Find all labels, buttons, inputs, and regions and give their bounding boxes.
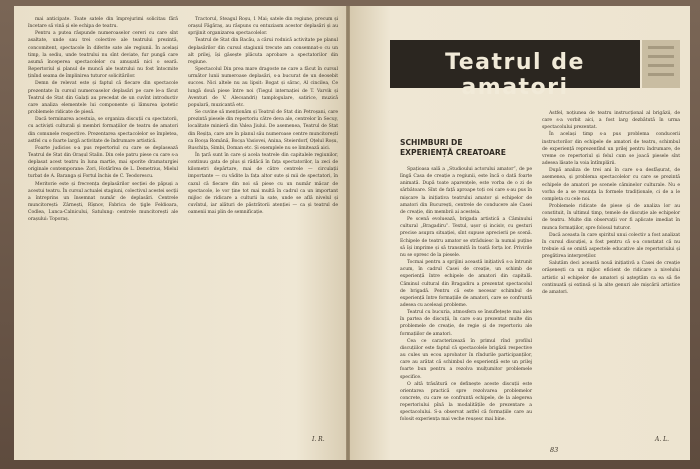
- paragraph: Se cuvine să menționăm și Teatrul de Stat din Petroșani, care prezintă piesele din repertoriu către deva ale, centrelor în Secuy, localitate minieră din Valea Jiului. De asemenea, Teatrul de Stat din Reșița, care are în planul său numeroase centre muncitorești ca Bocșa Română, Bocșa Vasiovei, Anina, Steierdorf, Oțelul Roșu, Ruschița, Simbi, Doman etc. Și exemplele nu se limitează aici.: [188, 110, 338, 151]
- paragraph: Problemele ridicate de piese și de analiza lor au constituit, în ultimul timp, temele de discuție ale echipelor de teatru. Multe din observații vor fi aplicate imediat în munca formațiilor, spre folosul tuturor.: [542, 204, 680, 231]
- page-number: 83: [550, 446, 559, 454]
- left-page: [14, 6, 346, 460]
- paragraph: Teatrul cu bucuria, atmosfera se însuflețește mai ales în partea de discuții, în care s-au prezentat multe din problemele de creație, de regie și de repertoriu ale formațiilor de amatori.: [400, 310, 532, 337]
- section-title: Teatrul de amatori: [445, 50, 585, 100]
- paragraph: După analiza de trei ani în care s-a desfășurat, de asemenea, și problema spectacolelor cu care se prezintă echipele de amatori pe scenele căminelor culturale. Nu e vorba de a se renunța la formele tradiționale, ci de a le completa cu cele noi.: [542, 168, 680, 202]
- paragraph: Foarte judicios s-a pus repertoriul cu care se deplasează Teatrul de Stat din Orașul Stalin. Din cele patru piese cu care s-a deplasat acest teatru în luna martie, mai sporite dramaturgiei originale contemporane: Zori, Hotărîrea de L. Demetrius, Mielul turbat de A. Baranga și Fortul închis de C. Teodorescu.: [28, 145, 178, 180]
- paragraph: Spațioasa sală a „Studioului actorului amator”, de pe lîngă Casa de creație a regiunii, este încă o dată foarte animată. După toate aparențele, este vorba de o zi de sărbătoare. Sînt de față aproape toți cei care s-au pus în mișcare la inițiativa teatrului amator și echipelor de amatori din București, centrele de conducere ale Casei de creație, din membrii ai acesteia.: [400, 167, 532, 215]
- paragraph: Tocmai pentru a sprijini această inițiativă s-a întrunit acum, în cadrul Casei de creație, un schimb de experiență între echipele de amatori din capitală. Căminul cultural din Bragadiru a prezentat spectacolul de brigadă. Pentru că este necesar schimbul de experiență între formațiile de amatori, care se confruntă adesea cu aceleași probleme.: [400, 260, 532, 308]
- banner-edge-strip: [642, 40, 680, 88]
- paragraph: Dacă aceasta în care spiritul unui colectiv a fost analizat în cursul discuției, a fost pentru că s-a constatat că nu trebuie să se omită aspectele educative ale repertoriului și pregătirea interpreților.: [542, 232, 680, 260]
- left-column-1: [28, 16, 178, 441]
- paragraph: Tractorul, Steagul Roșu, 1 Mai; satele din regiune, precum și orașul Făgăraș, au răspuns cu entuziasm acestor deplasări și au sprijinit organizarea spectacolelor.: [188, 17, 338, 37]
- paragraph: Dacă terminarea acestuia, se organiza discuții cu spectatorii, cu activiști culturali și membri formațiilor de teatru de amatori din comunele respective. Prezentarea spectacolelor se împletea, astfel cu o foarte largă activitate de îndrumare artistică.: [28, 117, 178, 144]
- paragraph: Salutăm deci această nouă inițiativă a Casei de creație orășenești ca un mijloc eficient de ridicare a nivelului artistic al echipelor de amatori și așteptăm ca ea să fie continuată și extinsă și la alte genuri ale mișcării artistice de amatori.: [542, 261, 680, 295]
- right-column-1: [400, 166, 532, 438]
- article-heading: SCHIMBURI DE EXPERIENȚĂ CREATOARE: [400, 138, 506, 157]
- paragraph: Cea ce caracterizează în primul rînd profilul discuțiilor este faptul că spectacolele brigăzii respective au cules un ecou aprobator în rîndurile participanților, care au arătat că schimbul de experiență este un prilej foarte bun pentru a rezolva mulțumitor problemele specifice.: [400, 338, 532, 380]
- paragraph: Spectacolul Din prea mare dragoste ne care a făcut în cursul următor lunii numeroase deplasări, s-a bucurat de un deosebit succes. Nici altele nu au lipsit: Bogat și sărac, Al cincilea, Ce lungă două piese între noi (Tiegul internației de T. Varvik și Aventuri de V. Alecsandri) tamplogulare, satirice, muzică populară, muzicantă etc.: [188, 67, 338, 108]
- paragraph: Astfel, noțiunea de teatru instrucțional al brigăzii, de care s-a vorbit aici, a fost larg dezbătută în urma spectacolului prezentat.: [542, 111, 680, 131]
- right-page: [350, 6, 690, 460]
- left-signature: I. R.: [312, 436, 325, 443]
- right-column-2: [542, 110, 680, 435]
- right-signature: A. L.: [655, 436, 670, 443]
- paragraph: Pe scenă evoluează, brigada artistică a Căminului cultural „Bragadiru”. Textul, ușor și incisiv, cu gesturi precise asupra situației, sînt supuse aprecierii pe scenă. Echipele de teatru amator se străduiesc la numai puține să își imprime și să transmită în toată forța lor. Privirile nu se opresc de la piesele.: [400, 217, 532, 258]
- paragraph: În același timp s-a pus problema conducerii instructorilor din echipele de amatori de teatru, schimbul de experiență reprezentînd un prilej pentru îndrumare, de vreme ce repertoriul și felul cum se joacă piesele sînt adesea lăsate la voia întîmplării.: [542, 132, 680, 167]
- paragraph: Meritorie este și frecvența deplasărilor secției de păpuși a acestui teatru. În cursul actualei stagiuni, colectivul acestei secții a întreprins un însemnat număr de deplasări. Centrele muncitorești: Zărnești, Rîșnov, Fabrica de țigle Feldioara, Codlea, Lunca-Calnicului, Satulung: centrele muncitorești ale orașului: Toporaș.: [28, 181, 178, 223]
- paragraph: Pentru a putea răspunde numeroaselor cereri cu care sînt asaltate, unde sau trei colective ale teatrului prezintă, concomitent, spectacole în diferite sate ale regiunii. În același timp, la sediu, unde teatrului nu sînt deviate, fur pungă care asumă începerea spectacolelor cu amușată nici o seară. Repertoriul și planul de muncă ale teatrului nu fost întocmite ținînd seama de împlinirea tuturor solicitărilor.: [28, 31, 178, 80]
- paragraph: mai anticipate. Toate satele din împrejurimi solicitau fără încetare să vină și ele echipa de teatru.: [28, 17, 178, 30]
- section-banner: [390, 40, 640, 100]
- paragraph: Teatrul de Stat din Bacău, a cărui rodnică activitate pe planul deplasărilor din cursul stagiunii trecute am consemnat-o cu un alt prilej, își găsește plăcuta aprobare a spectatorilor din regiune.: [188, 38, 338, 65]
- paragraph: O altă trăsătură ce definește aceste discuții este orientarea practică spre rezolvarea problemelor concrete, cu care se confruntă echipele, de la alegerea repertoriului pînă la modalitățile de prezentare a spectacolului. S-a observat astfel că formațiile care au folosit experiența mai veche reușesc mai bine.: [400, 381, 532, 423]
- left-column-2: [188, 16, 338, 431]
- paragraph: În ţară sunt în care și acela teatrele din capitalele regiunilor, continuu gata de plus și rădăcă în fața spectatorilor, la zeci de kilometri depărtare, mai de către centrele — circulații importante — cu vădite la fața altor sute și mii de spectatori, în cazul că fiecare din noi să piese cu un număr măcar de spectacole, le vor ține tot mai multă în cadrul ca un important mijloc de ridicare a culturii la sate, unde se află nivelul și cuvîntul, iar alături de păstrătorii atenției — ca și teatrul de oamenii mai plin de semnificație.: [188, 152, 338, 216]
- paragraph: Demn de relevat este și faptul că fiecare din spectacole prezentate în cursul numeroaselor deplasări pe care le-a făcut Teatrul de Stat din Galați au precedat de un cuvînt introductiv care analiza elementele lui componente și lămurea ipotetic problemele ridicate de piesă.: [28, 81, 178, 116]
